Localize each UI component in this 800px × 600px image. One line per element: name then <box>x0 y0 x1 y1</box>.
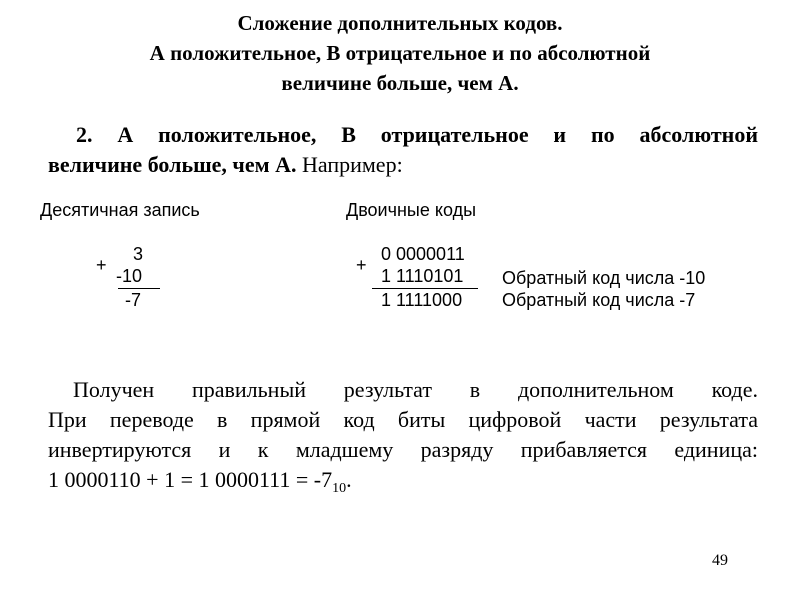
decimal-header: Десятичная запись <box>40 200 200 220</box>
comment-operand-2: Обратный код числа -10 <box>502 268 706 288</box>
title-line-1: Сложение дополнительных кодов. <box>237 11 563 35</box>
page-number: 49 <box>712 552 728 569</box>
conclusion-formula-end: . <box>346 467 352 492</box>
conclusion-line-3: инвертируются и к младшему разряду прибавляется единица: <box>48 437 758 462</box>
binary-operand-1: 0 0000011 <box>381 244 465 264</box>
conclusion-line-4 <box>48 465 758 495</box>
title-line-3: величине больше, чем А. <box>281 71 519 95</box>
comment-result: Обратный код числа -7 <box>502 290 696 310</box>
binary-result: 1 1111000 <box>381 290 463 310</box>
intro-line-1: 2. А положительное, В отрицательное и по абсолютной <box>76 122 758 147</box>
intro-line-2-rest: Например: <box>296 152 403 177</box>
decimal-plus-sign: + <box>96 255 107 275</box>
conclusion-paragraph <box>48 375 758 495</box>
title-line-2: А положительное, В отрицательное и по абсолютной <box>149 41 651 65</box>
binary-header: Двоичные коды <box>346 200 477 220</box>
decimal-result: -7 <box>125 290 142 310</box>
slide-title <box>40 8 760 98</box>
conclusion-formula-base: 10 <box>332 481 347 496</box>
conclusion-line-1: Получен правильный результат в дополнительном коде. <box>73 377 758 402</box>
decimal-sum-line <box>118 288 160 289</box>
intro-line-2-bold: величине больше, чем А. <box>48 152 297 177</box>
conclusion-formula: 1 0000110 + 1 = 1 0000111 = -7 <box>48 467 333 492</box>
conclusion-line-2: При переводе в прямой код биты цифровой части результата <box>48 407 758 432</box>
decimal-operand-2: -10 <box>116 266 143 286</box>
binary-operand-2: 1 1110101 <box>381 266 464 286</box>
binary-plus-sign: + <box>356 255 367 275</box>
intro-paragraph <box>48 120 758 180</box>
decimal-operand-1: 3 <box>133 244 144 264</box>
binary-sum-line <box>372 288 478 289</box>
